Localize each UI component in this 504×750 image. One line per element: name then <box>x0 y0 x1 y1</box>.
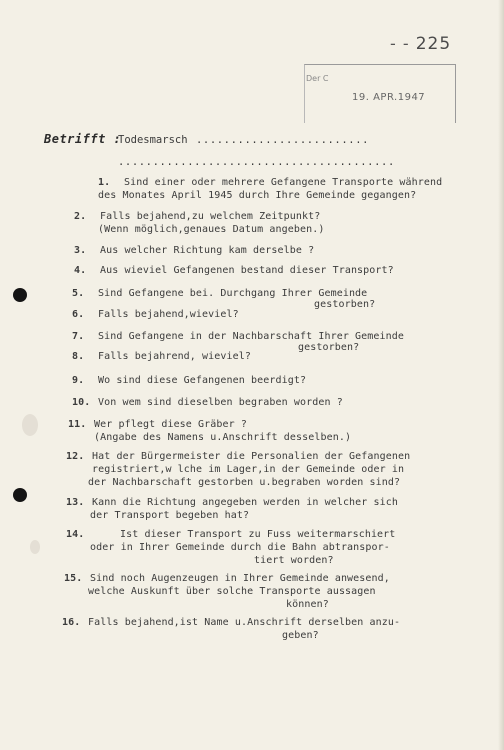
question-text: Falls bejahrend, wieviel? <box>98 351 252 362</box>
question-number: 4. <box>74 265 87 276</box>
punch-hole-bottom <box>13 488 27 502</box>
question-text-cont: des Monates April 1945 durch Ihre Gemeinde gegangen? <box>98 190 417 201</box>
question-number: 14. <box>66 529 85 540</box>
question-text-cont: können? <box>286 599 329 610</box>
question-text: Sind Gefangene in der Nachbarschaft Ihrer Gemeinde <box>98 331 405 342</box>
question-text: Falls bejahend,wieviel? <box>98 309 239 320</box>
subject-label: Betrifft : <box>44 132 122 146</box>
question-text: Hat der Bürgermeister die Personalien der Gefangenen <box>92 451 411 462</box>
question-text-cont: tiert worden? <box>254 555 334 566</box>
question-text: Sind Gefangene bei. Durchgang Ihrer Gemeinde <box>98 288 368 299</box>
question-text: Falls bejahend,zu welchem Zeitpunkt? <box>100 211 321 222</box>
stamp-date: 19. APR.1947 <box>352 92 426 103</box>
question-number: 13. <box>66 497 85 508</box>
subject-text: Todesmarsch <box>118 134 188 146</box>
page-number <box>390 34 451 54</box>
punch-hole-top <box>13 288 27 302</box>
question-text: Ist dieser Transport zu Fuss weitermarschiert <box>120 529 396 540</box>
question-text-cont: (Wenn möglich,genaues Datum angeben.) <box>98 224 325 235</box>
question-text-cont: oder in Ihrer Gemeinde durch die Bahn abtranspor- <box>90 542 390 553</box>
question-text-cont: der Nachbarschaft gestorben u.begraben worden sind? <box>88 477 401 488</box>
question-text: Wo sind diese Gefangenen beerdigt? <box>98 375 307 386</box>
question-text-cont: gestorben? <box>314 299 376 310</box>
question-text: Wer pflegt diese Gräber ? <box>94 419 248 430</box>
subject-dots-second: ........................................ <box>118 156 395 168</box>
stamp-label: Der C <box>306 74 329 83</box>
question-number: 3. <box>74 245 87 256</box>
stain <box>22 414 38 436</box>
question-number: 15. <box>64 573 83 584</box>
question-text-cont: registriert,w lche im Lager,in der Gemeinde oder in <box>92 464 405 475</box>
question-text-cont: gestorben? <box>298 342 360 353</box>
stain <box>30 540 40 554</box>
question-text: Falls bejahend,ist Name u.Anschrift derselben anzu- <box>88 617 401 628</box>
question-text: Sind einer oder mehrere Gefangene Transporte während <box>124 177 443 188</box>
question-number: 5. <box>72 288 85 299</box>
page-number-value: 225 <box>415 34 452 54</box>
page-number-prefix: - - <box>390 34 410 53</box>
question-item <box>62 616 401 668</box>
question-number: 16. <box>62 617 81 628</box>
subject-dots: ......................... <box>196 134 370 146</box>
question-number: 10. <box>72 397 91 408</box>
question-number: 8. <box>72 351 85 362</box>
question-text-cont: geben? <box>282 630 319 641</box>
question-number: 1. <box>98 177 111 188</box>
question-number: 9. <box>72 375 85 386</box>
question-text-cont: welche Auskunft über solche Transporte aussagen <box>88 586 376 597</box>
question-text: Sind noch Augenzeugen in Ihrer Gemeinde anwesend, <box>90 573 390 584</box>
question-number: 11. <box>68 419 87 430</box>
question-text-cont: (Angabe des Namens u.Anschrift desselben.) <box>94 432 352 443</box>
question-number: 2. <box>74 211 87 222</box>
question-text: Aus welcher Richtung kam derselbe ? <box>100 245 315 256</box>
question-text: Kann die Richtung angegeben werden in welcher sich <box>92 497 399 508</box>
question-text: Von wem sind dieselben begraben worden ? <box>98 397 343 408</box>
question-number: 12. <box>66 451 85 462</box>
page-edge <box>498 0 504 750</box>
question-text-cont: der Transport begeben hat? <box>90 510 250 521</box>
question-number: 6. <box>72 309 85 320</box>
question-number: 7. <box>72 331 85 342</box>
question-text: Aus wieviel Gefangenen bestand dieser Transport? <box>100 265 394 276</box>
